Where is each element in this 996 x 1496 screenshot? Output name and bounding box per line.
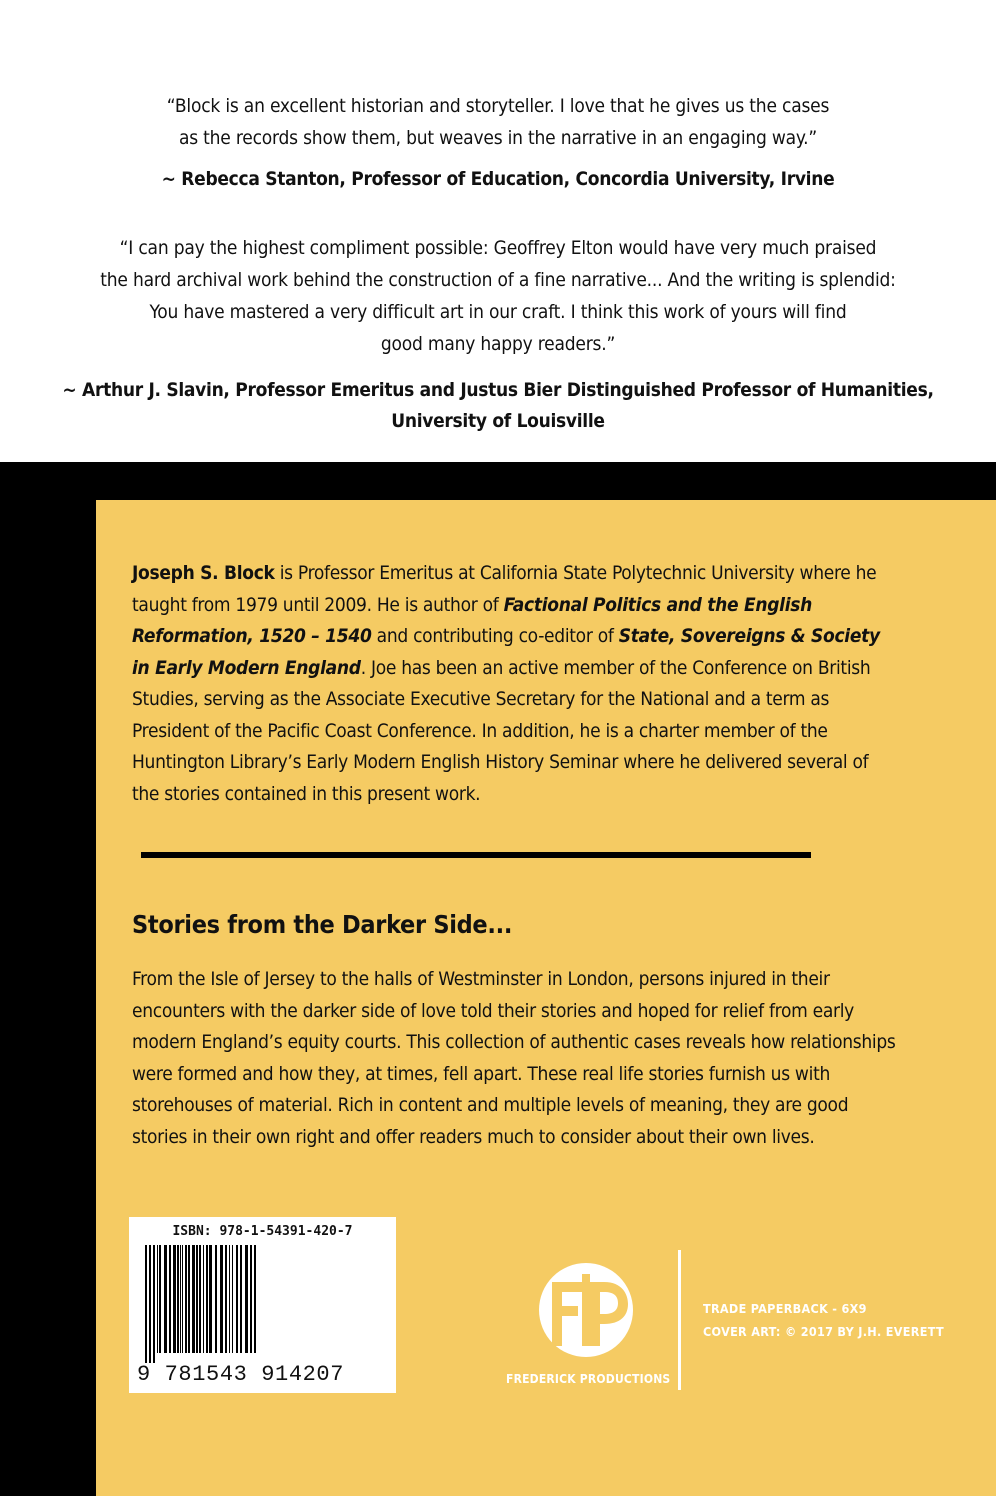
quote-stanton	[60, 90, 936, 154]
author-bio	[132, 558, 892, 810]
quote-line: You have mastered a very difficult art in our craft. I think this work of yours will find	[149, 301, 847, 323]
quote-line: good many happy readers.”	[380, 333, 616, 355]
author-name: Joseph S. Block	[132, 562, 275, 584]
isbn-barcode	[129, 1217, 396, 1393]
imprint-info	[703, 1297, 963, 1343]
quote-line: “I can pay the highest compliment possible: Geoffrey Elton would have very much praised	[119, 237, 877, 259]
attribution-stanton	[40, 164, 956, 195]
quote-line: as the records show them, but weaves in the narrative in an engaging way.”	[178, 127, 818, 149]
barcode-bars-icon	[143, 1245, 383, 1363]
section-heading: Stories from the Darker Side...	[132, 910, 513, 939]
vertical-divider	[678, 1250, 681, 1390]
attribution-slavin	[40, 375, 956, 437]
isbn-digits: 9 781543 914207	[137, 1362, 345, 1387]
book-title-factional: Factional Politics and the English Reformation, 1520 – 1540	[132, 593, 812, 647]
publisher-logo	[506, 1260, 671, 1390]
quote-line: “Block is an excellent historian and storyteller. I love that he gives us the cases	[166, 95, 830, 117]
imprint-format: TRADE PAPERBACK - 6X9	[703, 1301, 867, 1316]
praise-section	[0, 0, 996, 462]
publisher-name: FREDERICK PRODUCTIONS	[506, 1372, 671, 1386]
attribution-line: ~ Rebecca Stanton, Professor of Education, Concordia University, Irvine	[161, 168, 835, 190]
book-description: From the Isle of Jersey to the halls of Westminster in London, persons injured in their encounters with the darker side of love told their stories and hoped for relief from early modern England’s equity courts. This collection of authentic cases reveals how relationships were formed and how they, at times, fell apart. These real life stories furnish us with storehouses of material. Rich in content and multiple levels of meaning, they are good stories in their own right and offer readers much to consider about their own lives.	[132, 968, 896, 1148]
fp-logo-icon	[506, 1260, 666, 1370]
divider-rule	[141, 852, 811, 858]
quote-slavin	[60, 232, 936, 360]
isbn-label: ISBN: 978-1-54391-420-7	[172, 1224, 353, 1239]
quote-line: the hard archival work behind the construction of a fine narrative... And the writing is splendid:	[100, 269, 896, 291]
book-title-state: State, Sovereigns & Society in Early Modern England	[132, 625, 880, 679]
bio-text: . Joe has been an active member of the Conference on British Studies, serving as the Associate Executive Secretary for the National and a term as President of the Pacific Coast Conference. In addition, he is a charter member of the Huntington Library’s Early Modern English History Seminar where he delivered several of the stories contained in this present work.	[132, 656, 871, 805]
bio-text: is Professor Emeritus at California State Polytechnic University where he taught from 1979 until 2009. He is author of	[132, 562, 877, 616]
attribution-line: ~ Arthur J. Slavin, Professor Emeritus and Justus Bier Distinguished Professor of Humanities,	[62, 379, 934, 401]
bio-text: and contributing co-editor of	[371, 625, 619, 647]
back-cover-panel	[96, 500, 996, 1496]
attribution-line: University of Louisville	[391, 410, 605, 432]
imprint-cover-art: COVER ART: © 2017 BY J.H. EVERETT	[703, 1324, 944, 1339]
